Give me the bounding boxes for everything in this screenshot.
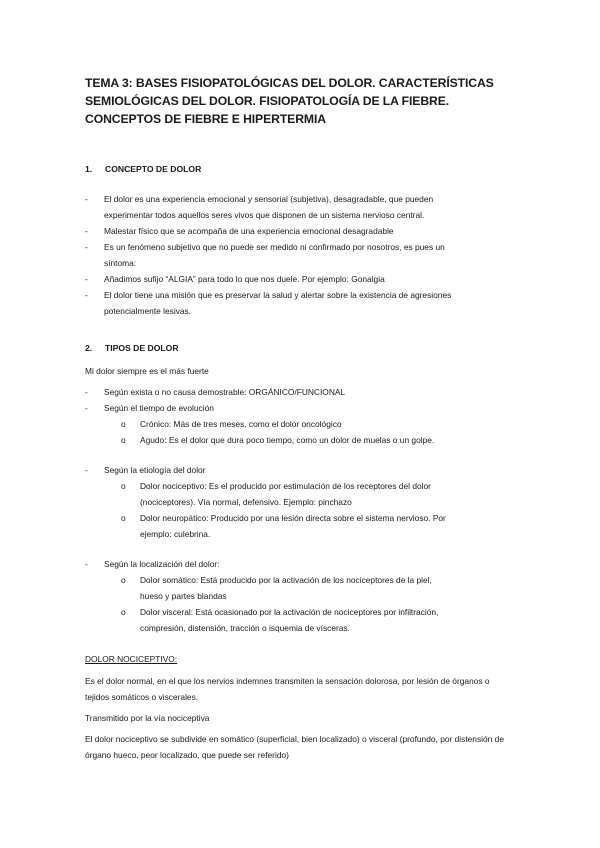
list-dash: -	[85, 465, 88, 475]
list-item-line: experimentar todos aquellos seres vivos que disponen de un sistema nervioso central.	[104, 210, 425, 220]
section-2-intro: Mi dolor siempre es el más fuerte	[85, 366, 209, 376]
nociceptivo-heading: DOLOR NOCICEPTIVO:	[85, 654, 178, 664]
list-dash: -	[85, 274, 88, 284]
sub-item-line: compresión, distensión, tracción o isquemia de vísceras.	[140, 623, 350, 633]
list-dash: -	[85, 403, 88, 413]
sub-item-line: Dolor nociceptivo: Es el producido por estimulación de los receptores del dolor	[140, 481, 431, 491]
nociceptivo-paragraph-2: Transmitido por la vía nociceptiva	[85, 713, 210, 723]
list-item-line: Añadimos sufijo “ALGIA” para todo lo que nos duele. Por ejemplo: Gonalgia	[104, 274, 385, 284]
list-dash: -	[85, 194, 88, 204]
sub-bullet: o	[121, 575, 126, 585]
sub-bullet: o	[121, 607, 126, 617]
sub-item-line: (nociceptores). Vía normal, defensivo. Ejemplo: pinchazo	[140, 497, 352, 507]
list-item-line: síntoma:	[104, 258, 137, 268]
sub-item-line: hueso y partes blandas	[140, 591, 227, 601]
section-1-title: CONCEPTO DE DOLOR	[105, 164, 202, 174]
sub-item-line: ejemplo: culebrina.	[140, 529, 211, 539]
section-1-heading	[85, 163, 201, 175]
sub-item-line: Dolor visceral: Está ocasionado por la activación de nociceptores por infiltración,	[140, 607, 439, 617]
list-item-line: El dolor es una experiencia emocional y sensorial (subjetiva), desagradable, que pueden	[104, 194, 434, 204]
list-dash: -	[85, 226, 88, 236]
group-label: Según exista o no causa demostrable: ORGÁNICO/FUNCIONAL	[104, 387, 346, 397]
list-item-line: potencialmente lesivas.	[104, 306, 192, 316]
list-dash: -	[85, 559, 88, 569]
nociceptivo-paragraph-3: El dolor nociceptivo se subdivide en somático (superficial, bien localizado) o visceral (profundo, por distensión de órgano hueco, peor localizado, que puede ser referido)	[85, 734, 504, 760]
list-dash: -	[85, 290, 88, 300]
group-label: Según el tiempo de evolución	[104, 403, 214, 413]
document-title: TEMA 3: BASES FISIOPATOLÓGICAS DEL DOLOR. CARACTERÍSTICAS SEMIOLÓGICAS DEL DOLOR. FISIOPATOLOGÍA DE LA FIEBRE. CONCEPTOS DE FIEBRE E HIPERTERMIA	[85, 76, 494, 126]
sub-bullet: o	[121, 419, 126, 429]
section-2-heading	[85, 342, 179, 354]
list-dash: -	[85, 242, 88, 252]
sub-item-line: Crónico: Más de tres meses, como el dolor oncológico	[140, 419, 342, 429]
sub-item-line: Agudo: Es el dolor que dura poco tiempo, como un dolor de muelas o un golpe.	[140, 435, 435, 445]
sub-bullet: o	[121, 481, 126, 491]
list-item-line: Malestar físico que se acompaña de una experiencia emocional desagradable	[104, 226, 394, 236]
group-label: Según la localización del dolor:	[104, 559, 220, 569]
group-label: Según la etiología del dolor	[104, 465, 206, 475]
sub-bullet: o	[121, 435, 126, 445]
list-item-line: El dolor tiene una misión que es preservar la salud y alertar sobre la existencia de agresiones	[104, 290, 452, 300]
sub-bullet: o	[121, 513, 126, 523]
nociceptivo-paragraph-1: Es el dolor normal, en el que los nervios indemnes transmiten la sensación dolorosa, por lesión de órganos o tejidos somáticos o viscerales.	[85, 676, 490, 702]
sub-item-line: Dolor neuropático: Producido por una lesión directa sobre el sistema nervioso. Por	[140, 513, 446, 523]
section-2-number: 2.	[85, 343, 93, 353]
sub-item-line: Dolor somático: Está producido por la activación de los nociceptores de la piel,	[140, 575, 432, 585]
list-item-line: Es un fenómeno subjetivo que no puede ser medido ni confirmado por nosotros, es pues un	[104, 242, 445, 252]
list-dash: -	[85, 387, 88, 397]
section-1-number: 1.	[85, 164, 93, 174]
section-2-title: TIPOS DE DOLOR	[105, 343, 179, 353]
